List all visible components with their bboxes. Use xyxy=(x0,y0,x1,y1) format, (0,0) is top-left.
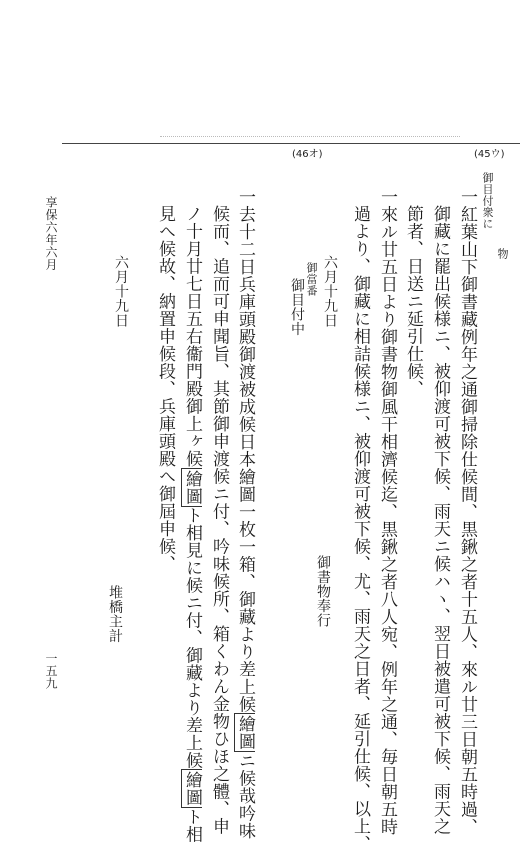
entry3-line2: 候而、追而可申聞旨、其節御申渡候ニ付、吟味候所、箱くわん金物ひほ之體、申 xyxy=(209,205,229,835)
entry3-date: 六月十九日 xyxy=(113,255,129,328)
entry3-line1-text-b: ニ候哉吟味 xyxy=(235,752,255,840)
entry3-line3-text-b: ト相見に候ニ付、御藏より差上候 xyxy=(182,506,202,769)
entry1-line1: 一紅葉山下御書藏例年之通御掃除仕候間、黒鍬之者十五人、來ル廿三日朝五時過、 xyxy=(457,188,477,836)
entry3-line3-boxed-word: 繪圖 xyxy=(182,469,202,505)
entry2-recipient-note: 御當番 xyxy=(305,262,318,297)
margin-folio: 一五九 xyxy=(44,652,58,690)
entry3-sender: 堆橋主計 xyxy=(107,585,123,643)
entry3-line3-boxed-word-2: 繪圖 xyxy=(182,771,202,806)
entry1-line3: 節者、日送ニ延引仕候、 xyxy=(403,205,423,398)
entry1-annotation-top: 御目付衆に xyxy=(481,172,494,230)
entry3-line1-boxed-word: 繪圖 xyxy=(235,715,255,750)
page-number-right: (45ウ) xyxy=(474,149,505,160)
entry3-line4: 見へ候故、納置申候段、兵庫頭殿へ御屆申候、 xyxy=(155,205,175,573)
entry3-line3 xyxy=(183,205,200,843)
entry2-date: 六月十九日 xyxy=(322,255,338,328)
entry2-sender: 御書物奉行 xyxy=(315,555,331,628)
page-number-left: (46オ) xyxy=(292,149,323,160)
margin-era: 享保六年六月 xyxy=(44,196,58,271)
entry2-line2: 過より、御藏に相詰候様ニ、被仰渡可被下候、尤、雨天之日者、延引仕候、以上、 xyxy=(350,205,370,853)
entry3-line1 xyxy=(236,188,253,840)
header-rule xyxy=(62,143,520,144)
entry2-line1: 一來ル廿五日より御書物御風干相濟候迄、黒鍬之者八人宛、例年之通、毎日朝五時 xyxy=(377,188,397,836)
entry2-recipient: 御目付中 xyxy=(289,278,305,336)
entry3-line1-text-a: 一去十二日兵庫頭殿御渡被成候日本繪圖一枚一箱、御藏より差上候 xyxy=(235,188,255,713)
entry3-line3-text-c: ト相 xyxy=(182,808,202,843)
entry1-annotation-side: 物 xyxy=(496,248,509,260)
faint-rule xyxy=(160,136,460,137)
entry3-line3-text-a: ノ十月廿七日五右衞門殿御上ヶ候 xyxy=(182,205,202,468)
entry1-line2: 御藏に罷出候様ニ、被仰渡可被下候、雨天ニ候ハヽ、翌日被遣可被下候、雨天之 xyxy=(430,205,450,835)
